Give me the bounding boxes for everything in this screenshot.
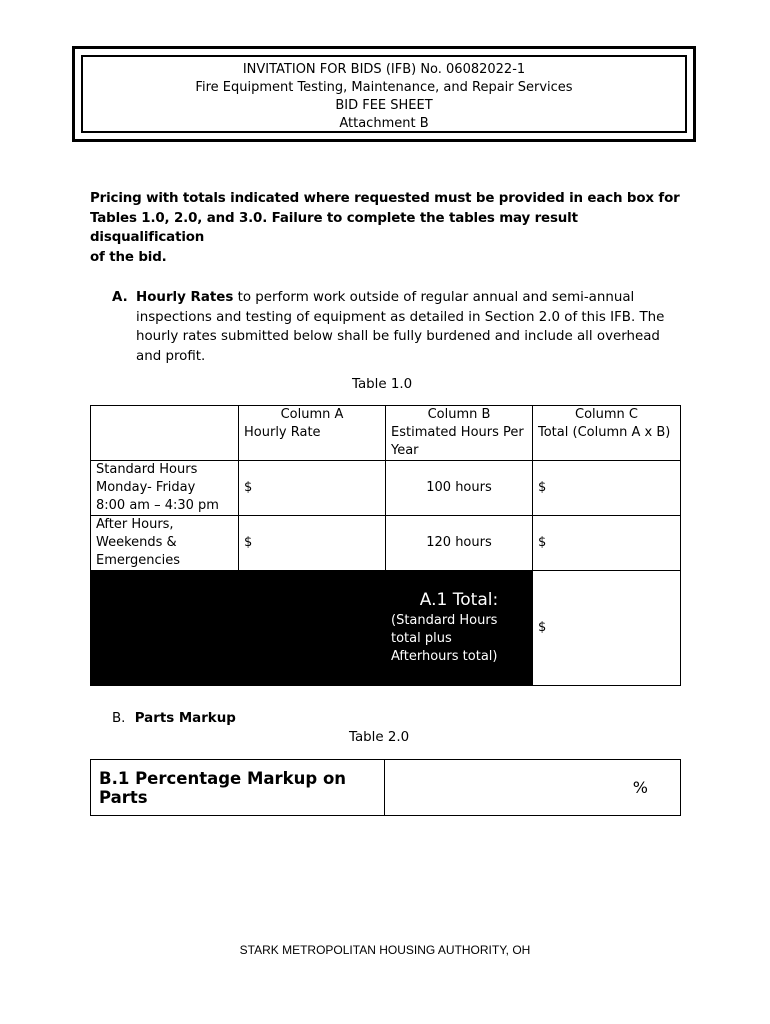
- intro-line: Pricing with totals indicated where requested must be provided in each box for: [90, 191, 680, 206]
- section-b: [112, 711, 236, 726]
- column-b-title: Column B: [427, 407, 491, 422]
- column-a-title: Column A: [280, 407, 344, 422]
- header-ifb-number: INVITATION FOR BIDS (IFB) No. 06082022-1: [242, 62, 526, 77]
- standard-total-field[interactable]: $: [533, 461, 681, 516]
- row-label: Emergencies: [96, 553, 181, 568]
- after-hours-total-field[interactable]: $: [533, 516, 681, 571]
- section-a-text: [136, 288, 681, 366]
- section-b-letter: B.: [112, 711, 126, 726]
- page-footer: STARK METROPOLITAN HOUSING AUTHORITY, OH: [239, 943, 531, 957]
- header-attachment: Attachment B: [339, 116, 429, 131]
- section-a-line: to perform work outside of regular annual and semi-annual: [233, 290, 635, 305]
- section-b-title: Parts Markup: [134, 711, 236, 726]
- row-label-cell: [91, 461, 239, 516]
- total-note: (Standard Hours: [391, 612, 498, 628]
- row-label: Monday- Friday: [96, 480, 196, 495]
- header-sheet-title: BID FEE SHEET: [335, 98, 433, 113]
- standard-rate-field[interactable]: $: [239, 461, 386, 516]
- row-label: Standard Hours: [96, 462, 198, 477]
- table1-caption: Table 1.0: [352, 377, 413, 392]
- section-a-letter: A.: [112, 290, 128, 305]
- table-row: [91, 461, 681, 516]
- table-header-row: [91, 406, 681, 461]
- row-label: Weekends &: [96, 535, 177, 550]
- section-a-line: and profit.: [136, 348, 206, 364]
- header-empty-cell: [91, 406, 239, 461]
- row-label-cell: [91, 516, 239, 571]
- header-inner-box: [81, 55, 687, 133]
- column-c-header: [533, 406, 681, 461]
- grand-total-field[interactable]: $: [533, 571, 681, 686]
- section-a-line: hourly rates submitted below shall be fully burdened and include all overhead: [136, 329, 660, 344]
- total-note: Afterhours total): [391, 648, 498, 664]
- row-label: 8:00 am – 4:30 pm: [96, 498, 219, 513]
- column-b-subtitle: Estimated Hours Per: [391, 425, 524, 440]
- intro-line: of the bid.: [90, 249, 167, 265]
- header-box: [72, 46, 696, 142]
- table-2: [90, 759, 681, 816]
- column-c-subtitle: Total (Column A x B): [538, 425, 671, 440]
- table2-caption: Table 2.0: [349, 730, 410, 745]
- column-c-title: Column C: [575, 407, 638, 422]
- markup-label: B.1 Percentage Markup on Parts: [91, 760, 385, 816]
- table-row: [91, 516, 681, 571]
- total-row: [91, 571, 681, 686]
- total-note: total plus: [391, 630, 452, 646]
- intro-paragraph: [90, 189, 690, 267]
- column-a-header: [239, 406, 386, 461]
- total-title: A.1 Total:: [419, 589, 499, 610]
- markup-percentage-field[interactable]: %: [385, 760, 681, 816]
- table-1: [90, 405, 681, 686]
- total-label-cell: [386, 571, 533, 686]
- header-service-title: Fire Equipment Testing, Maintenance, and Repair Services: [195, 80, 573, 95]
- row-label: After Hours,: [96, 517, 174, 532]
- column-b-header: [386, 406, 533, 461]
- intro-line: Tables 1.0, 2.0, and 3.0. Failure to complete the tables may result disqualification: [90, 210, 578, 245]
- blacked-out-cell: [239, 571, 386, 686]
- standard-hours-value: 100 hours: [386, 461, 533, 516]
- after-hours-rate-field[interactable]: $: [239, 516, 386, 571]
- blacked-out-cell: [91, 571, 239, 686]
- column-a-subtitle: Hourly Rate: [244, 425, 321, 440]
- after-hours-value: 120 hours: [386, 516, 533, 571]
- section-a-line: inspections and testing of equipment as detailed in Section 2.0 of this IFB. The: [136, 309, 665, 325]
- section-a-title: Hourly Rates: [136, 290, 234, 305]
- column-b-subtitle: Year: [391, 443, 419, 458]
